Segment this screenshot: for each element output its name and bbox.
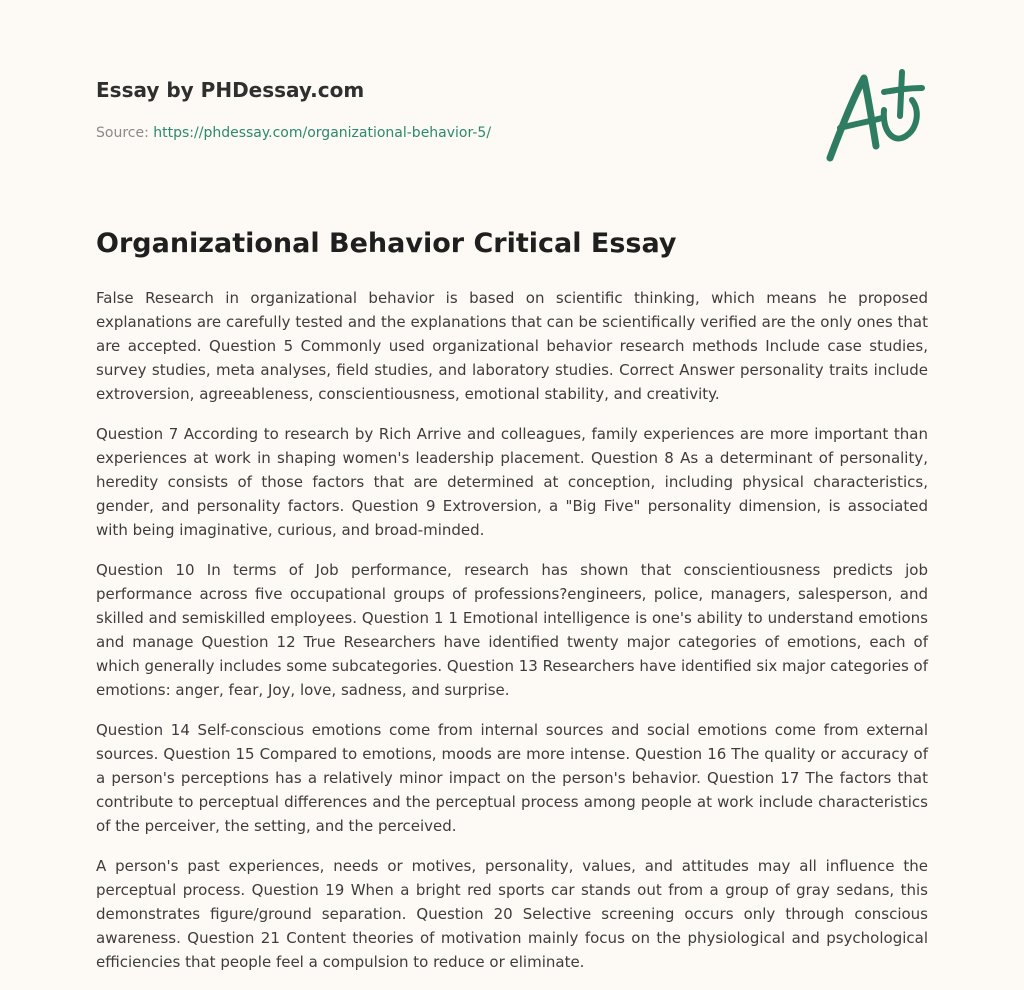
page-header — [96, 76, 796, 142]
source-link[interactable]: https://phdessay.com/organizational-behavior-5/ — [153, 125, 492, 141]
essay-title: Organizational Behavior Critical Essay — [96, 228, 677, 259]
essay-content — [96, 224, 928, 990]
source-line — [96, 124, 796, 142]
essay-paragraph: False Research in organizational behavior is based on scientific thinking, which means he proposed explanations are carefully tested and the explanations that can be scientifically verified are the only ones that are accepted. Question 5 Commonly used organizational behavior research methods Include case studies, survey studies, meta analyses, field studies, and laboratory studies. Correct Answer personality traits include extroversion, agreeableness, conscientiousness, emotional stability, and creativity. — [96, 289, 928, 403]
essay-paragraph: Question 7 According to research by Rich Arrive and colleagues, family experiences are more important than experiences at work in shaping women's leadership placement. Question 8 As a determinant of personality, heredity consists of those factors that are determined at conception, including physical characteristics, gender, and personality factors. Question 9 Extroversion, a "Big Five" personality dimension, is associated with being imaginative, curious, and broad-minded. — [96, 425, 928, 539]
site-title: Essay by PHDessay.com — [96, 78, 365, 102]
essay-paragraph: Question 14 Self-conscious emotions come from internal sources and social emotions come from external sources. Question 15 Compared to emotions, moods are more intense. Question 16 The quality or accuracy of a person's perceptions has a relatively minor impact on the person's behavior. Question 17 The factors that contribute to perceptual differences and the perceptual process among people at work include characteristics of the perceiver, the setting, and the perceived. — [96, 721, 928, 835]
essay-paragraph: A person's past experiences, needs or motives, personality, values, and attitudes may all influence the perceptual process. Question 19 When a bright red sports car stands out from a group of gray sedans, this demonstrates figure/ground separation. Question 20 Selective screening occurs only through conscious awareness. Question 21 Content theories of motivation mainly focus on the physiological and psychological efficiencies that people feel a compulsion to reduce or eliminate. — [96, 857, 928, 971]
logo-text: A+ — [820, 66, 822, 67]
essay-paragraph: Question 10 In terms of Job performance, research has shown that conscientiousness predicts job performance across five occupational groups of professions?engineers, police, managers, salesperson, and skilled and semiskilled employees. Question 1 1 Emotional intelligence is one's ability to understand emotions and manage Question 12 True Researchers have identified twenty major categories of emotions, each of which generally includes some subcategories. Question 13 Researchers have identified six major categories of emotions: anger, fear, Joy, love, sadness, and surprise. — [96, 561, 928, 699]
a-plus-logo — [820, 66, 930, 166]
source-label: Source: — [96, 125, 149, 141]
